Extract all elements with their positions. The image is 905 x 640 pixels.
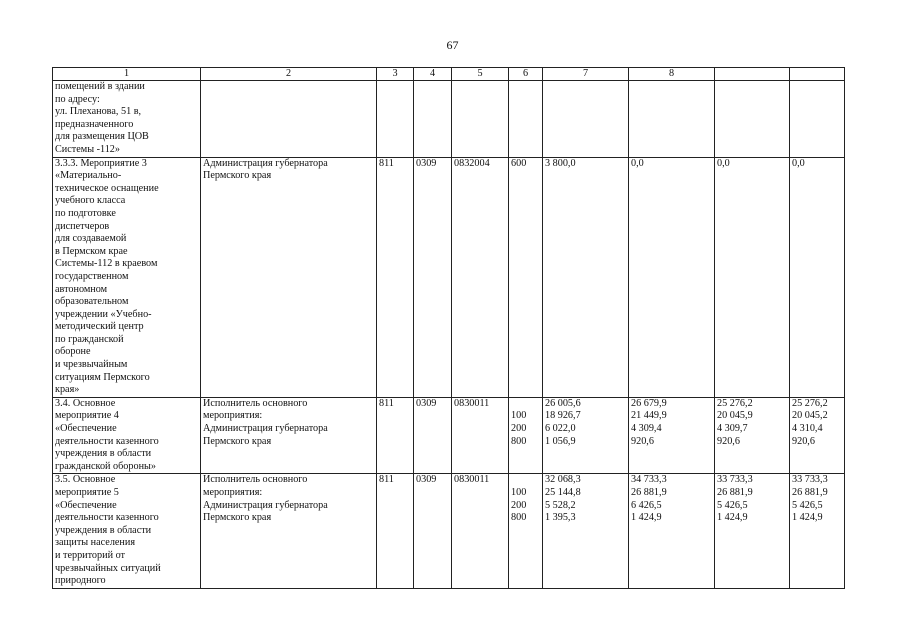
cell-line: учреждения в области [55, 448, 152, 460]
cell-line: 26 005,6 [545, 397, 581, 409]
cell-line: и чрезвычайным [55, 359, 128, 371]
cell-line: 21 449,9 [631, 410, 667, 422]
cell-line: для размещения ЦОВ [55, 131, 149, 143]
cell-line: мероприятие 5 [55, 487, 119, 498]
header-cell [715, 68, 790, 81]
cell-line: Пермского края [203, 435, 272, 447]
cell-line: методический центр [55, 321, 144, 333]
cell-line: 0,0 [717, 157, 730, 169]
cell-line: 1 424,9 [631, 512, 662, 524]
cell-line: Исполнитель основного [203, 397, 308, 409]
cell-line: 26 881,9 [631, 487, 667, 498]
cell-line: 3.5. Основное [55, 474, 116, 486]
cell-line: 0,0 [631, 157, 644, 169]
cell-line: деятельности казенного [55, 435, 159, 447]
cell-line: 200 [511, 423, 527, 435]
amount-col10-cell [790, 397, 845, 474]
target-code-cell: 0830011 [452, 397, 509, 474]
executor-cell [201, 397, 377, 474]
cell-line: 5 426,5 [717, 499, 748, 511]
cell-line: техническое оснащение [55, 182, 159, 194]
cell-line: учебного класса [55, 195, 126, 207]
page-number: 67 [446, 38, 459, 52]
activity-name-cell [53, 474, 201, 588]
amount-col8-cell [629, 397, 715, 474]
table-row [53, 474, 845, 588]
cell-line: обороне [55, 346, 91, 358]
amount-col9-cell [715, 474, 790, 588]
cell-line: Администрация губернатора [203, 499, 328, 511]
header-cell: 1 [53, 68, 201, 81]
header-cell: 6 [509, 68, 543, 81]
cell-line: «Обеспечение [55, 423, 117, 435]
table-body [53, 81, 845, 589]
cell-line: диспетчеров [55, 220, 110, 232]
cell-line [511, 398, 540, 411]
amount-col7-cell [543, 474, 629, 588]
cell-line: 0,0 [792, 157, 805, 169]
amount-col9-cell [715, 81, 790, 158]
cell-line: 32 068,3 [545, 474, 581, 486]
cell-line: чрезвычайных ситуаций [55, 562, 161, 574]
cell-line: помещений в здании [55, 81, 145, 92]
cell-line: 1 395,3 [545, 512, 576, 524]
cell-line: 26 881,9 [717, 487, 753, 498]
cell-line: 100 [511, 410, 527, 422]
cell-line: 26 881,9 [792, 487, 828, 498]
cell-line: Пермского края [203, 512, 272, 524]
cell-line: 1 056,9 [545, 435, 576, 447]
target-code-cell: 0832004 [452, 157, 509, 397]
cell-line: 26 679,9 [631, 397, 667, 409]
cell-line: «Материально- [55, 170, 122, 182]
header-row [53, 68, 845, 81]
activity-name-cell [53, 397, 201, 474]
executor-cell [201, 157, 377, 397]
cell-line: 4 310,4 [792, 423, 823, 435]
expense-type-cell [509, 397, 543, 474]
budget-table [52, 67, 845, 589]
section-code-cell: 0309 [414, 474, 452, 588]
amount-col7-cell [543, 81, 629, 158]
cell-line: защиты населения [55, 537, 136, 549]
expense-type-cell [509, 157, 543, 397]
cell-line: автономном [55, 283, 108, 295]
cell-line: гражданской обороны» [55, 460, 156, 472]
cell-line: ситуациям Пермского [55, 371, 150, 383]
cell-line: 920,6 [631, 435, 654, 447]
amount-col10-cell [790, 157, 845, 397]
cell-line: 25 276,2 [717, 397, 753, 409]
header-cell: 2 [201, 68, 377, 81]
cell-line: природного [55, 575, 106, 587]
executor-cell [201, 81, 377, 158]
cell-line: 20 045,2 [792, 410, 828, 422]
gov-code-cell: 811 [377, 474, 414, 588]
cell-line: 1 424,9 [792, 512, 823, 524]
cell-line: в Пермском крае [55, 245, 128, 257]
cell-line: 6 426,5 [631, 499, 662, 511]
target-code-cell [452, 81, 509, 158]
cell-line: для создаваемой [55, 233, 127, 245]
cell-line: 800 [511, 435, 527, 447]
cell-line: 4 309,7 [717, 423, 748, 435]
cell-line: края» [55, 384, 80, 396]
amount-col8-cell [629, 474, 715, 588]
gov-code-cell: 811 [377, 397, 414, 474]
cell-line: 25 144,8 [545, 487, 581, 498]
cell-line: 25 276,2 [792, 397, 828, 409]
cell-line: 33 733,3 [792, 474, 828, 486]
cell-line: по гражданской [55, 333, 124, 345]
cell-line: 33 733,3 [717, 474, 753, 486]
amount-col7-cell [543, 157, 629, 397]
amount-col10-cell [790, 474, 845, 588]
cell-line: мероприятие 4 [55, 410, 119, 422]
cell-line: по подготовке [55, 207, 116, 219]
activity-name-cell [53, 157, 201, 397]
cell-line: 18 926,7 [545, 410, 581, 422]
table-row [53, 81, 845, 158]
cell-line: мероприятия: [203, 410, 263, 422]
amount-col9-cell [715, 397, 790, 474]
amount-col10-cell [790, 81, 845, 158]
cell-line: 1 424,9 [717, 512, 748, 524]
amount-col9-cell [715, 157, 790, 397]
cell-line: Исполнитель основного [203, 474, 308, 486]
cell-line: 800 [511, 512, 527, 524]
amount-col8-cell [629, 81, 715, 158]
cell-line: образовательном [55, 296, 129, 308]
cell-line: деятельности казенного [55, 512, 159, 524]
cell-line: 6 022,0 [545, 423, 576, 435]
section-code-cell: 0309 [414, 157, 452, 397]
gov-code-cell: 811 [377, 157, 414, 397]
cell-line: предназначенного [55, 118, 134, 130]
cell-line: Пермского края [203, 170, 272, 182]
cell-line: 34 733,3 [631, 474, 667, 486]
gov-code-cell [377, 81, 414, 158]
cell-line: 920,6 [792, 435, 815, 447]
cell-line: 200 [511, 499, 527, 511]
cell-line: мероприятия: [203, 487, 263, 498]
cell-line: по адресу: [55, 93, 100, 105]
cell-line: 920,6 [717, 435, 740, 447]
header-cell: 5 [452, 68, 509, 81]
cell-line: 100 [511, 487, 527, 498]
section-code-cell: 0309 [414, 397, 452, 474]
cell-line: государственном [55, 270, 129, 282]
cell-line: 5 426,5 [792, 499, 823, 511]
cell-line: и территорий от [55, 549, 125, 561]
cell-line: Системы-112 в краевом [55, 258, 158, 270]
amount-col7-cell [543, 397, 629, 474]
cell-line: 3 800,0 [545, 157, 576, 169]
cell-line: 3.4. Основное [55, 397, 116, 409]
expense-type-cell [509, 474, 543, 588]
target-code-cell: 0830011 [452, 474, 509, 588]
header-cell: 8 [629, 68, 715, 81]
cell-line: 20 045,9 [717, 410, 753, 422]
header-cell: 4 [414, 68, 452, 81]
amount-col8-cell [629, 157, 715, 397]
activity-name-cell [53, 81, 201, 158]
header-cell [790, 68, 845, 81]
cell-line [511, 474, 540, 487]
cell-line: 600 [511, 157, 527, 169]
cell-line: учреждении «Учебно- [55, 308, 152, 320]
section-code-cell [414, 81, 452, 158]
expense-type-cell [509, 81, 543, 158]
cell-line: Администрация губернатора [203, 157, 328, 169]
header-cell: 3 [377, 68, 414, 81]
cell-line: Администрация губернатора [203, 423, 328, 435]
cell-line: 5 528,2 [545, 499, 576, 511]
header-cell: 7 [543, 68, 629, 81]
table-row [53, 397, 845, 474]
cell-line: 4 309,4 [631, 423, 662, 435]
table-row [53, 157, 845, 397]
cell-line: учреждения в области [55, 524, 152, 536]
cell-line: 3.3.3. Мероприятие 3 [55, 157, 147, 169]
cell-line: «Обеспечение [55, 499, 117, 511]
cell-line: ул. Плеханова, 51 в, [55, 106, 142, 118]
cell-line: Системы -112» [55, 143, 120, 155]
executor-cell [201, 474, 377, 588]
